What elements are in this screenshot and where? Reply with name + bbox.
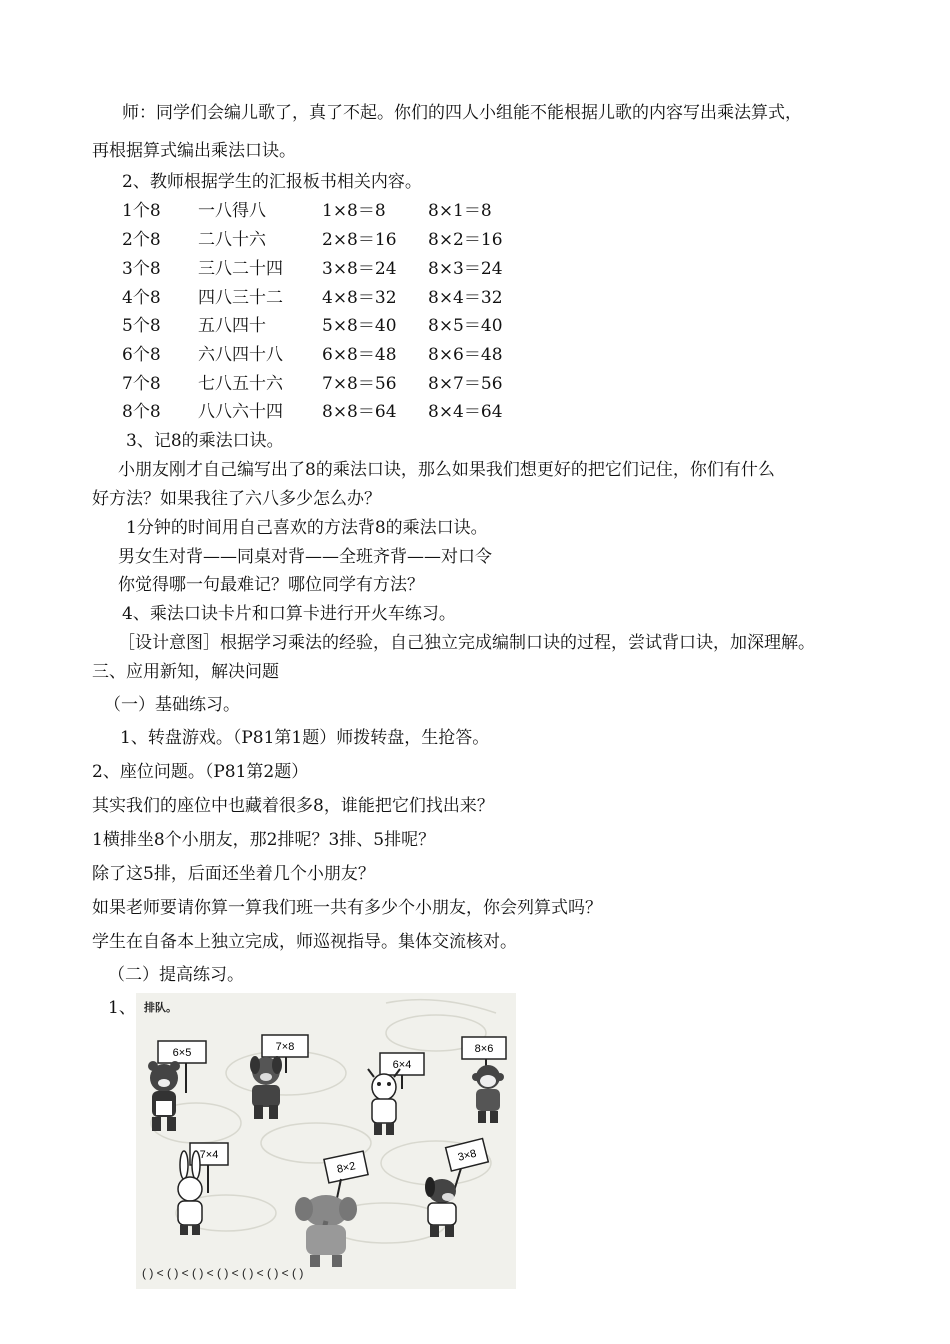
cow-card-group bbox=[368, 1053, 424, 1135]
table-cell: 8×2＝16 bbox=[428, 230, 503, 250]
table-cell: 2×8＝16 bbox=[322, 230, 397, 250]
table-cell: 1个8 bbox=[122, 201, 161, 221]
dog-icon bbox=[425, 1177, 456, 1237]
section-3-heading: 三、应用新知，解决问题 bbox=[92, 662, 279, 682]
table-cell: 8×3＝24 bbox=[428, 259, 503, 279]
table-cell: 8×7＝56 bbox=[428, 374, 503, 394]
card-label: 3×8 bbox=[456, 1147, 478, 1164]
table-cell: 4×8＝32 bbox=[322, 288, 397, 308]
queue-illustration bbox=[136, 993, 516, 1289]
card-label: 6×4 bbox=[392, 1059, 412, 1071]
elephant-card-group bbox=[295, 1151, 368, 1267]
step-4-heading: 4、乘法口诀卡片和口算卡进行开火车练习。 bbox=[122, 604, 456, 624]
monkey-icon bbox=[472, 1065, 504, 1123]
table-cell: 八八六十四 bbox=[198, 402, 283, 422]
table-cell: 2个8 bbox=[122, 230, 161, 250]
card-label: 6×5 bbox=[172, 1047, 192, 1059]
table-cell: 二八十六 bbox=[198, 230, 266, 250]
table-cell: 7个8 bbox=[122, 374, 161, 394]
bear-card-group bbox=[148, 1041, 206, 1131]
card-label: 8×2 bbox=[335, 1160, 357, 1176]
card-label: 7×8 bbox=[275, 1041, 295, 1053]
paragraph-teacher-remark: 师：同学们会编儿歌了，真了不起。你们的四人小组能不能根据儿歌的内容写出乘法算式， bbox=[122, 103, 802, 123]
elephant-icon bbox=[295, 1195, 357, 1267]
paragraph-memorize: 小朋友刚才自己编写出了8的乘法口诀，那么如果我们想更好的把它们记住，你们有什么 bbox=[118, 460, 775, 480]
table-cell: 一八得八 bbox=[198, 201, 266, 221]
paragraph-one-minute: 1分钟的时间用自己喜欢的方法背8的乘法口诀。 bbox=[126, 518, 488, 538]
subsection-basic-heading: （一）基础练习。 bbox=[104, 695, 240, 715]
table-cell: 3×8＝24 bbox=[322, 259, 397, 279]
dog-card-group bbox=[250, 1035, 308, 1119]
table-cell: 1×8＝8 bbox=[322, 201, 386, 221]
card-label: 7×4 bbox=[199, 1149, 219, 1161]
bear-icon bbox=[148, 1061, 180, 1131]
figure-title: 排队。 bbox=[144, 1002, 177, 1014]
seat-question-2: 1横排坐8个小朋友，那2排呢？3排、5排呢？ bbox=[92, 830, 436, 850]
design-intent: ［设计意图］根据学习乘法的经验，自己独立完成编制口诀的过程，尝试背口诀，加深理解。 bbox=[118, 633, 815, 653]
paragraph-teacher-remark-cont: 再根据算式编出乘法口诀。 bbox=[92, 141, 296, 161]
table-cell: 8×8＝64 bbox=[322, 402, 397, 422]
rabbit-card-group bbox=[178, 1143, 228, 1235]
paragraph-hardest: 你觉得哪一句最难记？哪位同学有方法？ bbox=[118, 575, 424, 595]
card-label: 8×6 bbox=[474, 1043, 494, 1055]
exercise-2: 2、座位问题。（P81第2题） bbox=[92, 762, 309, 782]
table-cell: 四八三十二 bbox=[198, 288, 283, 308]
table-cell: 8×5＝40 bbox=[428, 316, 503, 336]
exercise-1: 1、转盘游戏。（P81第1题）师拨转盘，生抢答。 bbox=[120, 728, 490, 748]
table-cell: 6个8 bbox=[122, 345, 161, 365]
seat-question-3: 除了这5排，后面还坐着几个小朋友？ bbox=[92, 864, 375, 884]
monkey-card-group bbox=[462, 1037, 506, 1123]
paragraph-memorize-cont: 好方法？如果我往了六八多少怎么办？ bbox=[92, 489, 381, 509]
table-cell: 7×8＝56 bbox=[322, 374, 397, 394]
table-cell: 3个8 bbox=[122, 259, 161, 279]
table-cell: 8×1＝8 bbox=[428, 201, 492, 221]
table-cell: 8个8 bbox=[122, 402, 161, 422]
paragraph-recite-modes: 男女生对背——同桌对背——全班齐背——对口令 bbox=[118, 547, 492, 567]
advanced-exercise-1: 1、 bbox=[108, 998, 136, 1018]
cow-icon bbox=[368, 1069, 400, 1135]
table-cell: 五八四十 bbox=[198, 316, 266, 336]
table-cell: 5×8＝40 bbox=[322, 316, 397, 336]
step-3-heading: 3、记8的乘法口诀。 bbox=[126, 431, 284, 451]
step-2-heading: 2、教师根据学生的汇报板书相关内容。 bbox=[122, 172, 422, 192]
subsection-advanced-heading: （二）提高练习。 bbox=[108, 965, 244, 985]
table-cell: 8×4＝64 bbox=[428, 402, 503, 422]
table-cell: 三八二十四 bbox=[198, 259, 283, 279]
answer-row: ( ) < ( ) < ( ) < ( ) < ( ) < ( ) < ( ) bbox=[142, 1266, 304, 1280]
dog-icon bbox=[250, 1056, 282, 1119]
table-cell: 七八五十六 bbox=[198, 374, 283, 394]
seat-question-1: 其实我们的座位中也藏着很多8，谁能把它们找出来？ bbox=[92, 796, 494, 816]
seat-question-5: 学生在自备本上独立完成，师巡视指导。集体交流核对。 bbox=[92, 932, 517, 952]
table-cell: 5个8 bbox=[122, 316, 161, 336]
table-cell: 六八四十八 bbox=[198, 345, 283, 365]
table-cell: 8×6＝48 bbox=[428, 345, 503, 365]
seat-question-4: 如果老师要请你算一算我们班一共有多少个小朋友，你会列算式吗？ bbox=[92, 898, 602, 918]
table-cell: 8×4＝32 bbox=[428, 288, 503, 308]
table-cell: 4个8 bbox=[122, 288, 161, 308]
table-cell: 6×8＝48 bbox=[322, 345, 397, 365]
dog2-card-group bbox=[425, 1139, 488, 1237]
